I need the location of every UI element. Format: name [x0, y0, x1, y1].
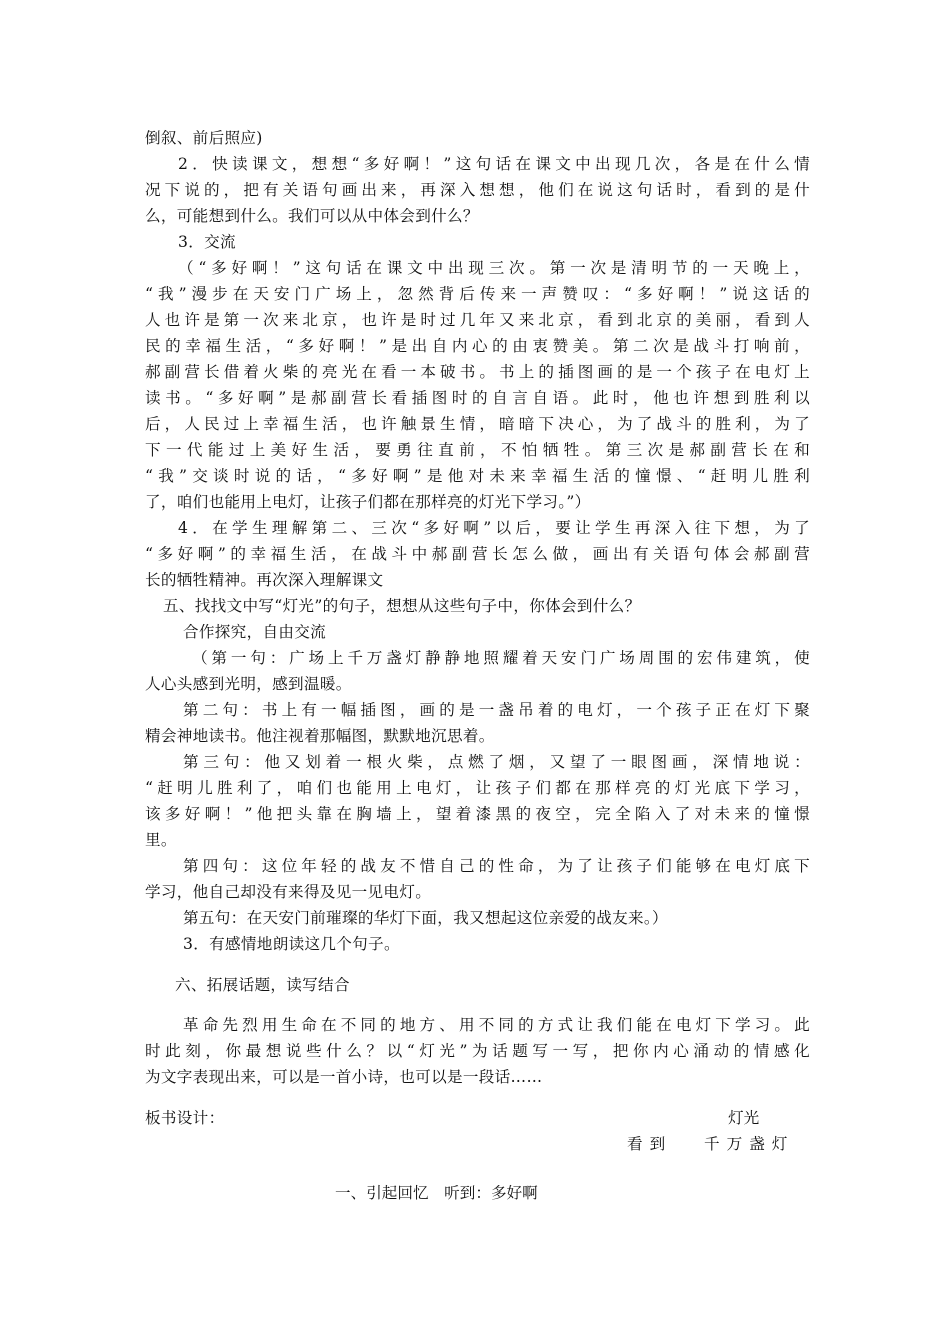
text-line: 读书。“多好啊”是郝副营长看插图时的自言自语。此时，他也许想到胜利以 — [145, 389, 810, 407]
text-line: 学习，他自己却没有来得及见一见电灯。 — [145, 883, 432, 901]
text-line: 革命先烈用生命在不同的地方、用不同的方式让我们能在电灯下学习。此 — [183, 1016, 810, 1034]
text-line: “我”漫步在天安门广场上，忽然背后传来一声赞叹：“多好啊！”说这话的 — [145, 285, 810, 303]
text-line: 第二句：书上有一幅插图，画的是一盏吊着的电灯，一个孩子正在灯下聚 — [183, 701, 810, 719]
text-line: 人心头感到光明，感到温暖。 — [145, 675, 352, 693]
text-line: 人也许是第一次来北京，也许是时过几年又来北京，看到北京的美丽，看到人 — [145, 311, 810, 329]
text-line: 合作探究，自由交流 — [183, 623, 327, 641]
text-line: 3．交流 — [178, 233, 236, 251]
text-line: “多好啊”的幸福生活，在战斗中郝副营长怎么做，画出有关语句体会郝副营 — [145, 545, 810, 563]
section-heading: 五、找找文中写“灯光”的句子，想想从这些句子中，你体会到什么？ — [163, 597, 641, 615]
text-line: 3．有感情地朗读这几个句子。 — [183, 935, 400, 953]
text-line: 第四句：这位年轻的战友不惜自己的性命，为了让孩子们能够在电灯底下 — [183, 857, 810, 875]
board-design-label: 板书设计： — [145, 1109, 225, 1127]
text-line: 2．快读课文，想想“多好啊！”这句话在课文中出现几次，各是在什么情 — [178, 155, 810, 173]
text-line: “赶明儿胜利了，咱们也能用上电灯，让孩子们都在那样亮的灯光底下学习， — [145, 779, 810, 797]
text-line: 郝副营长借着火柴的亮光在看一本破书。书上的插图画的是一个孩子在电灯上 — [145, 363, 810, 381]
text-line: 精会神地读书。他注视着那幅图，默默地沉思着。 — [145, 727, 495, 745]
text-line: 民的幸福生活，“多好啊！”是出自内心的由衷赞美。第二次是战斗打响前， — [145, 337, 810, 355]
text-line: 况下说的，把有关语句画出来，再深入想想，他们在说这句话时，看到的是什 — [145, 181, 810, 199]
section-heading: 六、拓展话题，读写结合 — [175, 976, 350, 994]
board-row: 一、引起回忆 听到：多好啊 — [335, 1184, 538, 1202]
text-line: 为文字表现出来，可以是一首小诗，也可以是一段话…… — [145, 1068, 543, 1086]
text-line: 后，人民过上幸福生活，也许触景生情，暗暗下决心，为了战斗的胜利，为了 — [145, 415, 810, 433]
text-line: 第五句：在天安门前璀璨的华灯下面，我又想起这位亲爱的战友来。） — [183, 909, 668, 927]
board-see: 看到 — [627, 1135, 673, 1153]
text-line: 下一代能过上美好生活，要勇往直前，不怕牺牲。第三次是郝副营长在和 — [145, 441, 810, 459]
text-line: 第三句：他又划着一根火柴，点燃了烟，又望了一眼图画，深情地说： — [183, 753, 810, 771]
text-line: 倒叙、前后照应) — [145, 129, 263, 147]
text-line: 了，咱们也能用上电灯，让孩子们都在那样亮的灯光下学习。”） — [145, 493, 591, 511]
text-line: 时此刻，你最想说些什么？以“灯光”为话题写一写，把你内心涌动的情感化 — [145, 1042, 810, 1060]
text-line: 长的牺牲精神。再次深入理解课文 — [145, 571, 384, 589]
text-line: 么，可能想到什么。我们可以从中体会到什么？ — [145, 207, 479, 225]
board-title: 灯光 — [728, 1109, 760, 1127]
text-line: 里。 — [145, 831, 177, 849]
text-line: 4．在学生理解第二、三次“多好啊”以后，要让学生再深入往下想，为了 — [178, 519, 810, 537]
text-line: “我”交谈时说的话，“多好啊”是他对未来幸福生活的憧憬、“赶明儿胜利 — [145, 467, 810, 485]
text-line: 该多好啊！”他把头靠在胸墙上，望着漆黑的夜空，完全陷入了对未来的憧憬 — [145, 805, 810, 823]
text-line: （“多好啊！”这句话在课文中出现三次。第一次是清明节的一天晚上， — [178, 259, 810, 277]
text-line: （第一句：广场上千万盏灯静静地照耀着天安门广场周围的宏伟建筑，使 — [192, 649, 810, 667]
board-lamps: 千万盏灯 — [704, 1135, 795, 1153]
